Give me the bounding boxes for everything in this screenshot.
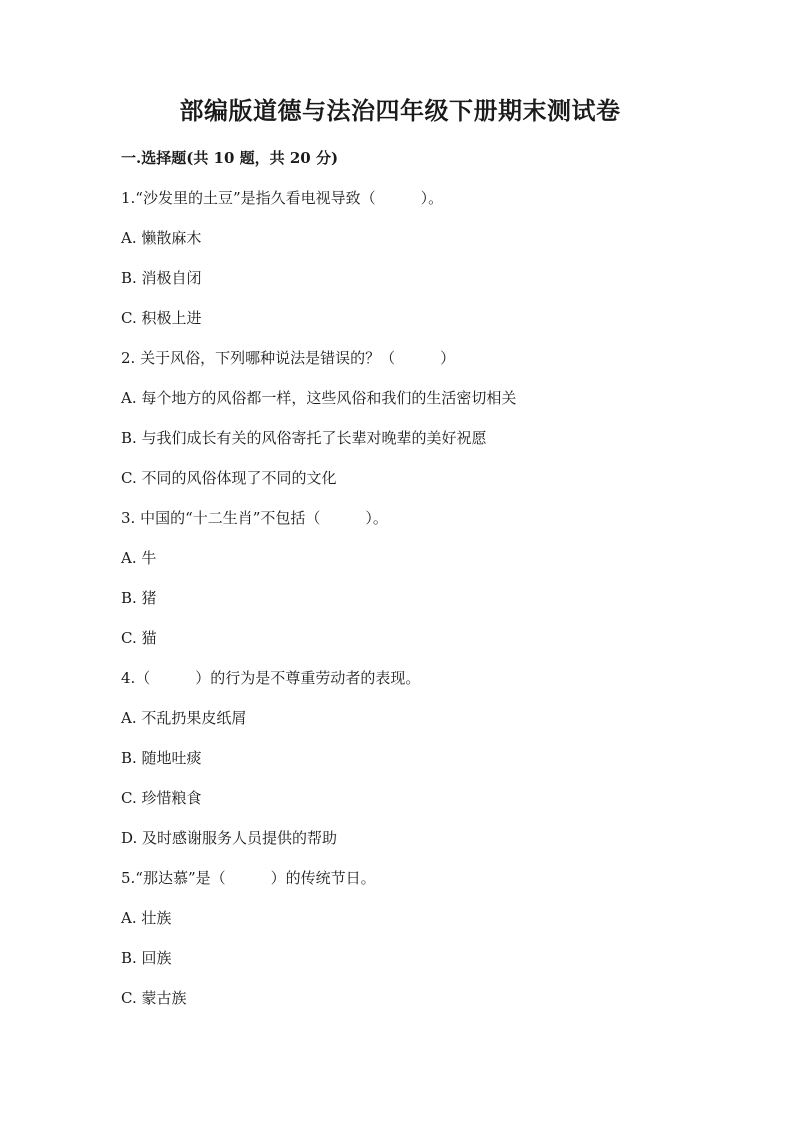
answer-option: B. 猪 bbox=[121, 589, 157, 607]
answer-option: C. 积极上进 bbox=[121, 309, 202, 327]
question-stem: 3. 中国的“十二生肖”不包括（ ）。 bbox=[121, 509, 388, 527]
document-title: 部编版道德与法治四年级下册期末测试卷 bbox=[179, 96, 621, 125]
answer-option: C. 不同的风俗体现了不同的文化 bbox=[121, 469, 337, 487]
question-stem: 2. 关于风俗，下列哪种说法是错误的？（ ） bbox=[121, 349, 456, 367]
answer-option: B. 消极自闭 bbox=[121, 269, 202, 287]
question-stem: 4.（ ）的行为是不尊重劳动者的表现。 bbox=[121, 669, 421, 687]
section-heading: 一.选择题(共 10 题，共 20 分) bbox=[121, 149, 339, 167]
answer-option: A. 每个地方的风俗都一样，这些风俗和我们的生活密切相关 bbox=[121, 389, 517, 407]
question-stem: 5.“那达慕”是（ ）的传统节日。 bbox=[121, 869, 376, 887]
answer-option: C. 珍惜粮食 bbox=[121, 789, 202, 807]
answer-option: D. 及时感谢服务人员提供的帮助 bbox=[121, 829, 338, 847]
answer-option: B. 随地吐痰 bbox=[121, 749, 202, 767]
answer-option: B. 回族 bbox=[121, 949, 172, 967]
answer-option: C. 蒙古族 bbox=[121, 989, 187, 1007]
answer-option: C. 猫 bbox=[121, 629, 157, 647]
answer-option: A. 牛 bbox=[121, 549, 157, 567]
answer-option: A. 不乱扔果皮纸屑 bbox=[121, 709, 247, 727]
question-list bbox=[121, 187, 721, 1027]
answer-option: B. 与我们成长有关的风俗寄托了长辈对晚辈的美好祝愿 bbox=[121, 429, 487, 447]
answer-option: A. 懒散麻木 bbox=[121, 229, 202, 247]
question-stem: 1.“沙发里的土豆”是指久看电视导致（ ）。 bbox=[121, 189, 444, 207]
answer-option: A. 壮族 bbox=[121, 909, 172, 927]
